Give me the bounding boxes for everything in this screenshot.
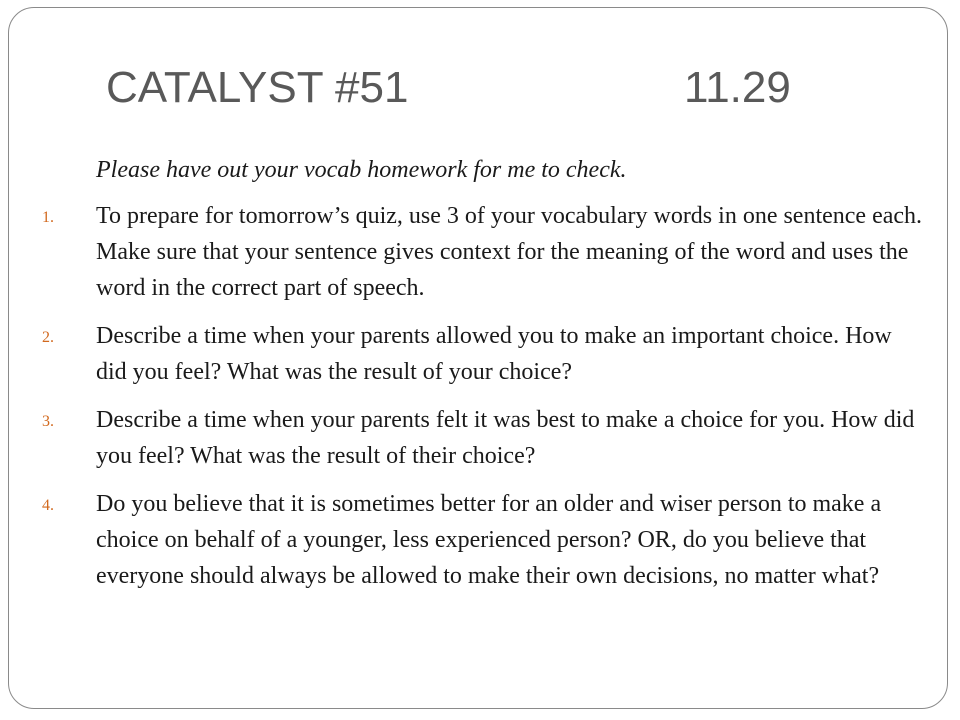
item-text: Describe a time when your parents allowed you to make an important choice. How did you feel? What was the result of your choice? [96,323,892,385]
list-item [36,486,926,594]
title-date: 11.29 [684,63,791,112]
item-number: 3. [42,413,54,430]
item-text: To prepare for tomorrow’s quiz, use 3 of your vocabulary words in one sentence each. Make sure that your sentence gives context for the meaning of the word and uses the word in the correct part of speech. [96,203,923,301]
slide-body [36,152,926,594]
title-text: CATALYST #51 [106,63,409,112]
question-list [36,198,926,594]
list-item [36,198,926,306]
list-item [36,402,926,474]
item-number: 2. [42,329,54,346]
intro-text: Please have out your vocab homework for me to check. [96,157,627,183]
list-item [36,318,926,390]
item-number: 1. [42,209,54,226]
item-number: 4. [42,497,54,514]
item-text: Describe a time when your parents felt it was best to make a choice for you. How did you feel? What was the result of their choice? [96,407,915,469]
item-text: Do you believe that it is sometimes better for an older and wiser person to make a choice on behalf of a younger, less experienced person? OR, do you believe that everyone should always be allowed to make their own decisions, no matter what? [96,491,882,589]
